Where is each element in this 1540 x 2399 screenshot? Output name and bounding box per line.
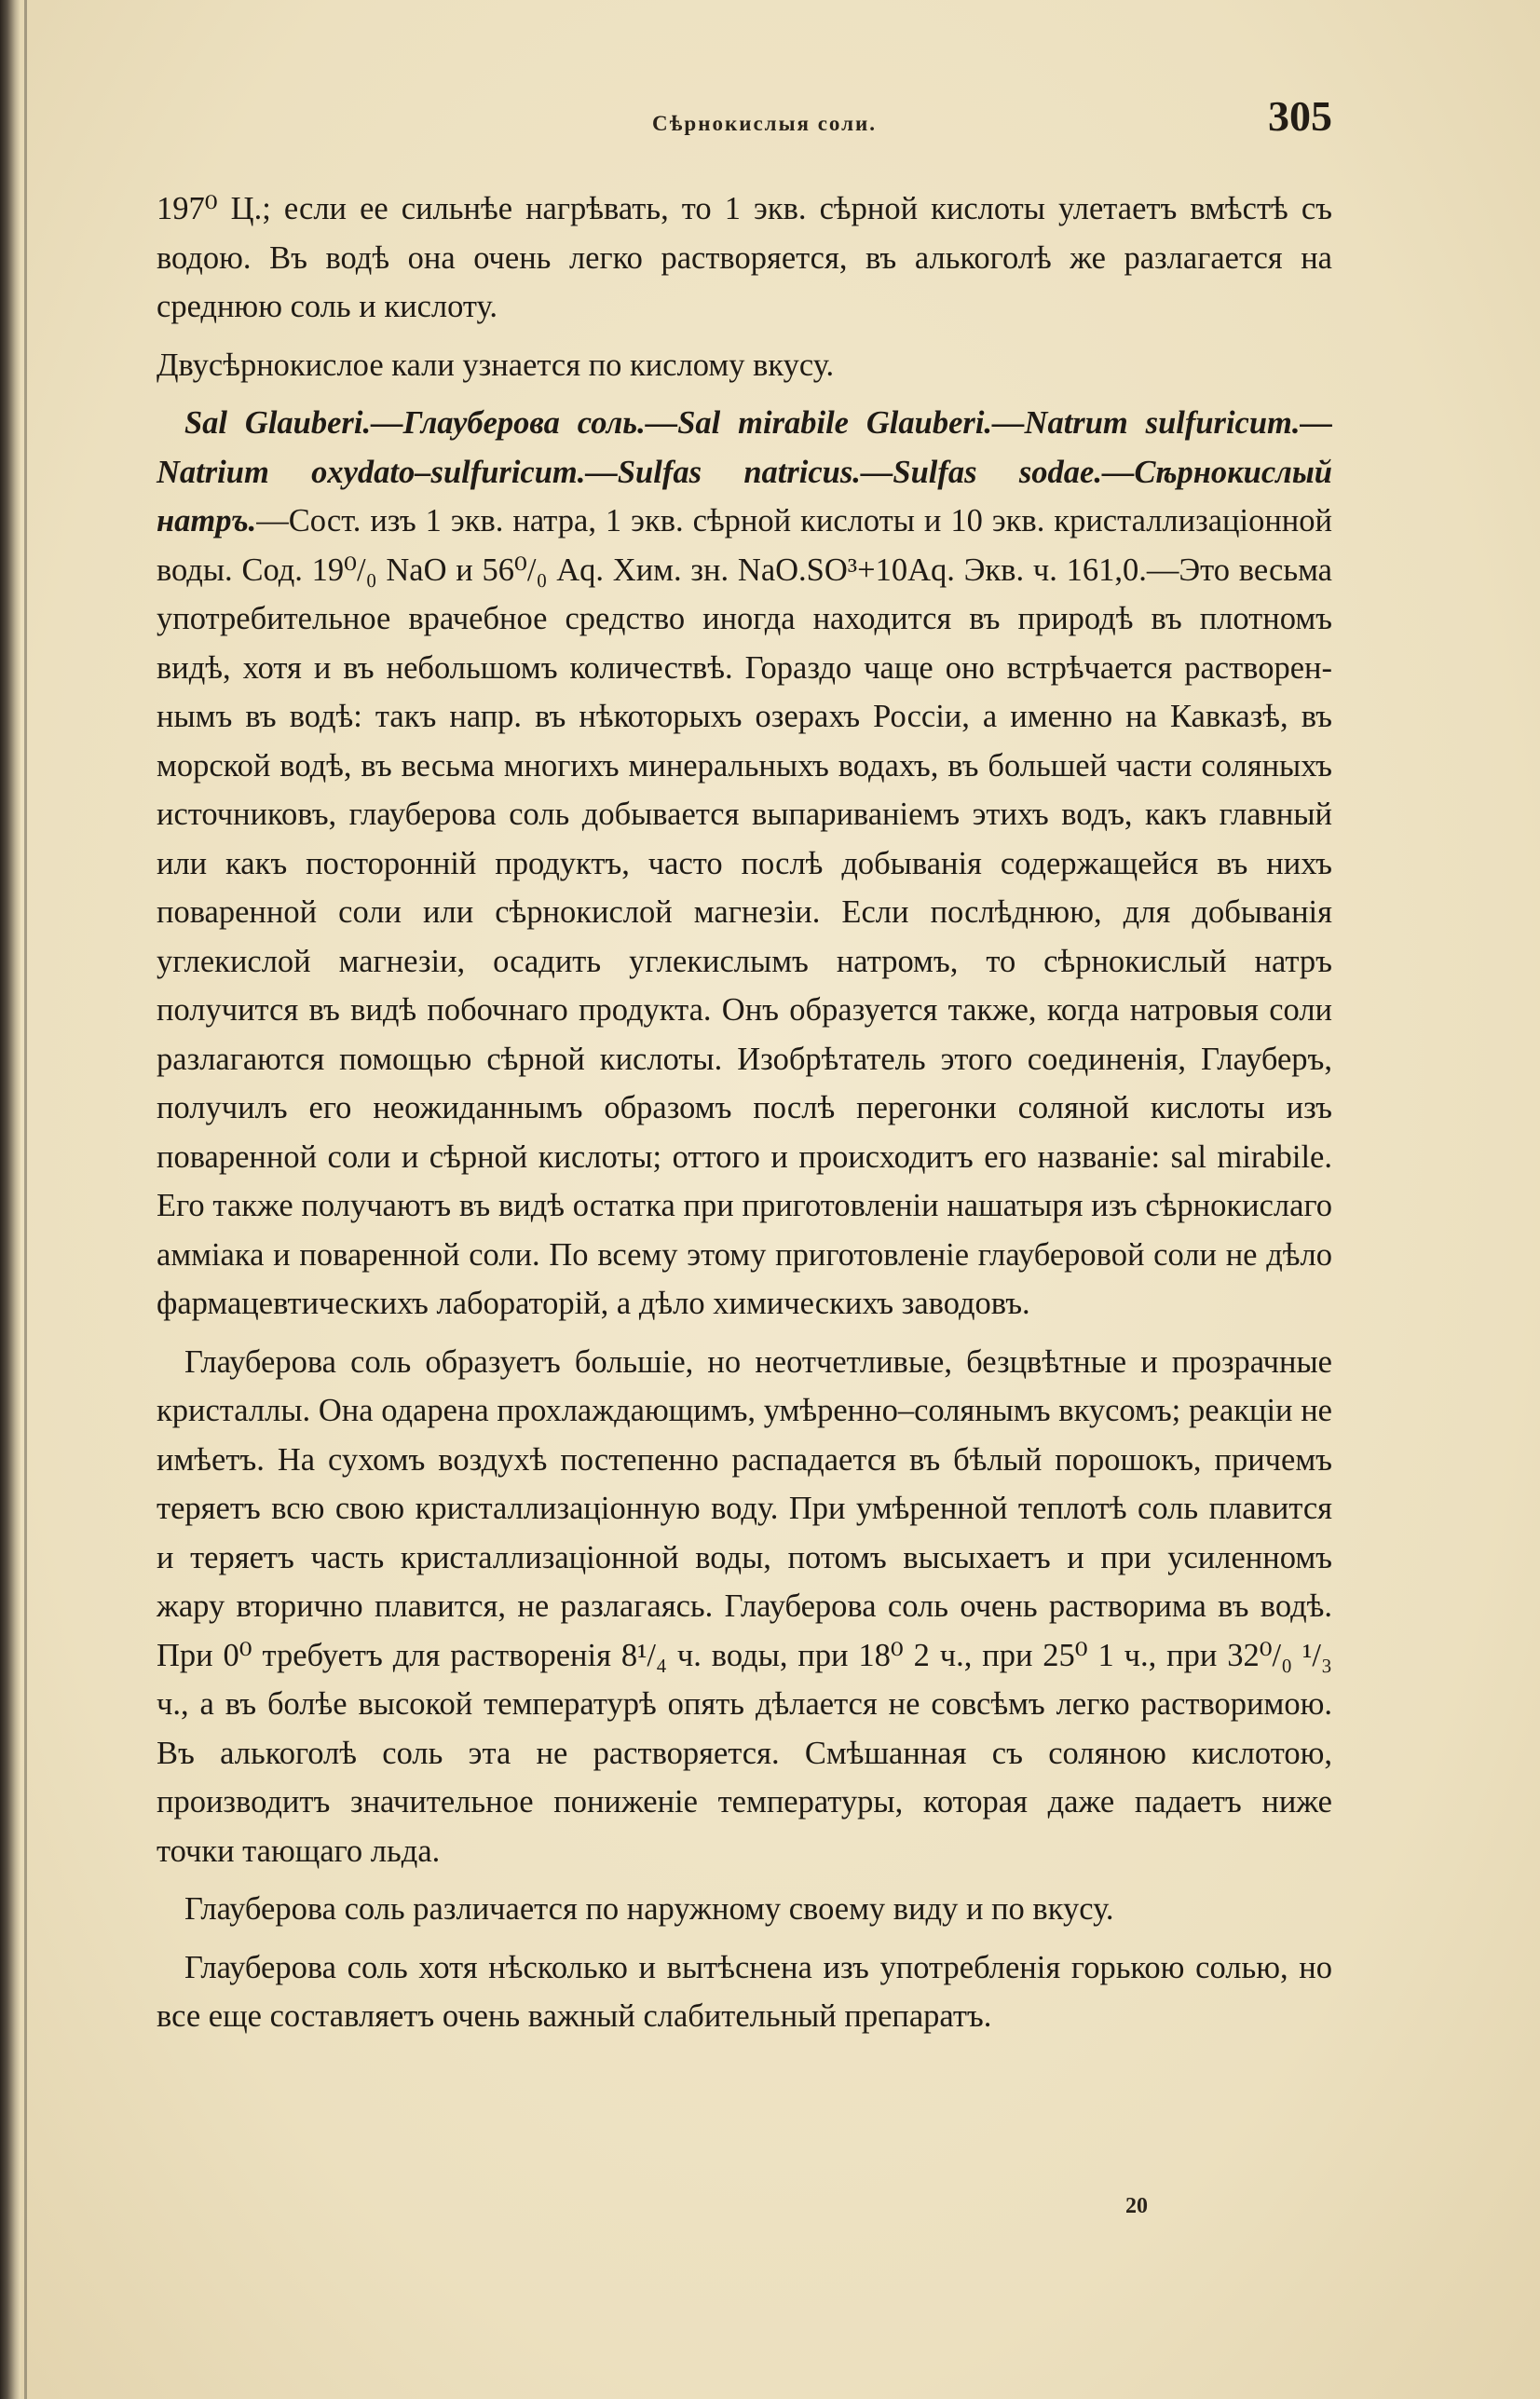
synonym-russian-2: Сѣрнокислый натръ. bbox=[157, 454, 1332, 538]
synonym-latin-1: Sal Glauberi.— bbox=[184, 405, 403, 441]
spine-edge-line bbox=[24, 0, 27, 2399]
body-text bbox=[157, 184, 1332, 2051]
book-spine bbox=[0, 0, 20, 2399]
paragraph-glauber-salt bbox=[157, 399, 1332, 1329]
synonym-latin-2: —Sal mirabile Glauberi.—Natrum sulfuricum.—Natrium oxydato–sulfuricum.—Sulfas natricus.—Sulfas sodae.— bbox=[157, 405, 1332, 490]
signature-mark: 20 bbox=[1125, 2194, 1148, 2218]
paragraph-6: Глауберова соль хотя нѣсколько и вытѣснена изъ употребленія горькою солью, но все еще составляетъ очень важный слабительный препаратъ. bbox=[157, 1949, 1332, 2034]
paragraph-3-text: —Сост. изъ 1 экв. натра, 1 экв. сѣрной кислоты и 10 экв. кристаллизаціонной воды. Сод. 19⁰/₀ NaO и 56⁰/₀ Aq. Хим. зн. NaO.SO³+10Aq. Экв. ч. 161,0.—Это весьма употребительное врачебное средство иногда находится въ природѣ въ плотномъ видѣ, хотя и въ небольшомъ количествѣ. Гораздо чаще оно встрѣчается растворен-нымъ въ водѣ: такъ напр. въ нѣкоторыхъ озерахъ Россіи, а именно на Кавказѣ, въ морской водѣ, въ весьма многихъ минеральныхъ водахъ, въ большей части соляныхъ источниковъ, глауберова соль добывается выпариваніемъ этихъ водъ, какъ главный или какъ посторонній продуктъ, часто послѣ добыванія содержащейся въ нихъ поваренной соли или сѣрнокислой магнезіи. Если послѣднюю, для добыванія углекислой магнезіи, осадить углекислымъ натромъ, то сѣрнокислый натръ получится въ видѣ побочнаго продукта. Онъ образуется также, когда натровыя соли разлагаются помощью сѣрной кислоты. Изобрѣтатель этого соединенія, Глауберъ, получилъ его неожиданнымъ образомъ послѣ перегонки соляной кислоты изъ поваренной соли и сѣрной кислоты; оттого и происходитъ его названіе: sal mirabile. Его также получаютъ въ видѣ остатка при приготовленіи нашатыря изъ сѣрнокислаго амміака и поваренной соли. По всему этому приготовленіе глауберовой соли не дѣло фармацевтическихъ лабораторій, а дѣло химическихъ заводовъ. bbox=[157, 503, 1332, 1321]
page-header bbox=[158, 91, 1332, 147]
paragraph-2: Двусѣрнокислое кали узнается по кислому вкусу. bbox=[157, 347, 835, 383]
page-number: 305 bbox=[1268, 92, 1332, 140]
paragraph-4: Глауберова соль образуетъ большіе, но неотчетливые, безцвѣтные и прозрачные кристаллы. Она одарена прохлаждающимъ, умѣренно–солянымъ вкусомъ; реакціи не имѣетъ. На сухомъ воздухѣ постепенно распадается въ бѣлый порошокъ, причемъ теряетъ всю свою кристаллизаціонную воду. При умѣренной теплотѣ соль плавится и теряетъ часть кристаллизаціонной воды, потомъ высыхаетъ и при усиленномъ жару вторично плавится, не разлагаясь. Глауберова соль очень растворима въ водѣ. При 0⁰ требуетъ для растворенія 8¹/₄ ч. воды, при 18⁰ 2 ч., при 25⁰ 1 ч., при 32⁰/₀ ¹/₃ ч., а въ болѣе высокой температурѣ опять дѣлается не совсѣмъ легко растворимою. Въ алькоголѣ соль эта не растворяется. Смѣшанная съ соляною кислотою, производитъ значительное пониженіе температуры, которая даже падаетъ ниже точки тающаго льда. bbox=[157, 1343, 1332, 1869]
paragraph-5: Глауберова соль различается по наружному своему виду и по вкусу. bbox=[184, 1891, 1114, 1927]
synonym-russian-1: Глауберова соль. bbox=[402, 405, 646, 441]
paragraph-1: 197⁰ Ц.; если ее сильнѣе нагрѣвать, то 1 экв. сѣрной кислоты улетаетъ вмѣстѣ съ водою. Въ водѣ она очень легко растворяется, въ алькоголѣ же разлагается на среднюю соль и кислоту. bbox=[157, 191, 1332, 324]
running-title: Сѣрнокислыя соли. bbox=[652, 112, 878, 135]
